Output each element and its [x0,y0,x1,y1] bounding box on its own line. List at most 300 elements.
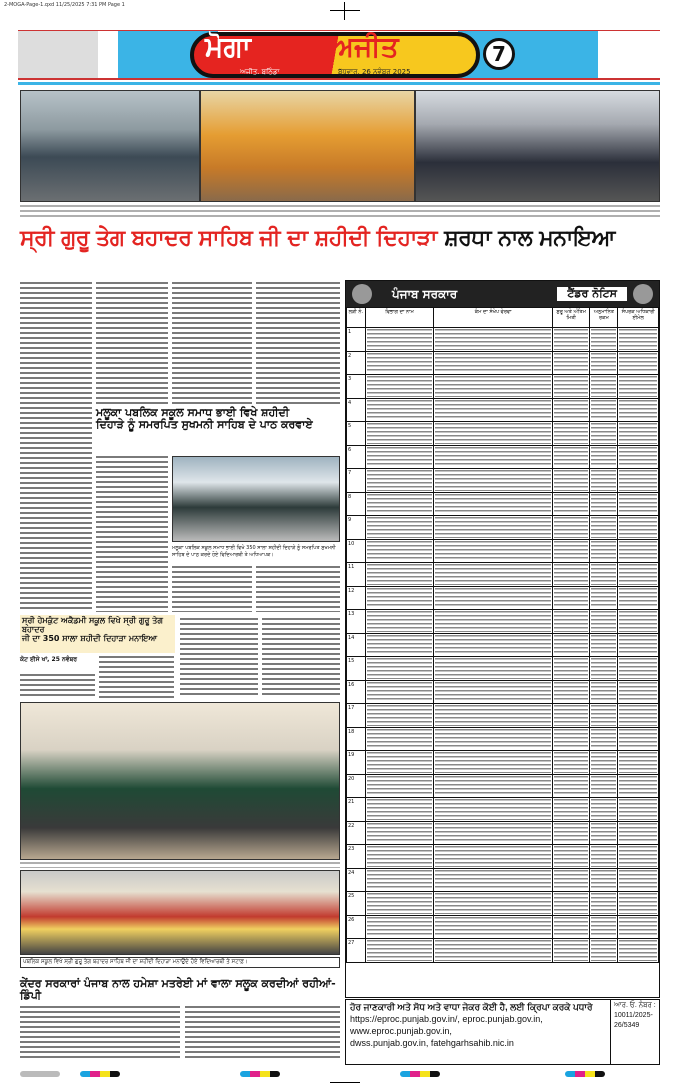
tender-cell [365,610,434,634]
tender-cell [590,586,618,610]
tender-cell [552,563,589,587]
tender-cell [434,539,553,563]
tender-cell [365,445,434,469]
cell-text [435,893,551,914]
tender-cell [590,516,618,540]
serial-number: 14 [347,633,366,657]
tender-cell [590,469,618,493]
tender-cell [552,892,589,916]
tender-row [347,563,659,587]
paper-title: ਅਜੀਤ [330,30,399,63]
serial-number: 25 [347,892,366,916]
cell-text [619,400,657,421]
color-registration-mark [400,1071,440,1077]
cell-text [435,752,551,773]
cell-text [367,729,433,750]
crop-mark [330,10,360,11]
cell-text [367,799,433,820]
article-column [185,1006,340,1061]
cell-text [619,353,657,374]
cell-text [591,870,616,891]
cell-text [554,823,588,844]
cell-text [435,564,551,585]
serial-number: 7 [347,469,366,493]
photo-dignitaries [415,90,660,202]
cell-text [591,917,616,938]
tender-cell [618,868,659,892]
tender-cell [552,492,589,516]
cell-text [554,682,588,703]
tender-cell [618,328,659,352]
cell-text [591,705,616,726]
cell-text [591,752,616,773]
tender-cell [618,610,659,634]
tender-cell [365,516,434,540]
article-column [172,282,252,404]
cell-text [435,682,551,703]
cell-text [367,752,433,773]
tender-row [347,375,659,399]
tender-cell [552,751,589,775]
tender-row [347,680,659,704]
cell-text [554,893,588,914]
cell-text [367,846,433,867]
tender-cell [590,422,618,446]
tender-cell [434,586,553,610]
serial-number: 20 [347,774,366,798]
cell-text [554,376,588,397]
cell-text [591,376,616,397]
department-seal-icon [633,284,653,304]
cell-text [435,846,551,867]
tender-cell [590,727,618,751]
tender-cell [590,375,618,399]
tender-cell [434,727,553,751]
tender-cell [434,845,553,869]
tender-cell [365,774,434,798]
photo-school-event [20,870,340,955]
cell-text [435,541,551,562]
tender-row [347,939,659,963]
tender-cell [434,774,553,798]
cell-text [554,611,588,632]
tender-cell [434,469,553,493]
article-column [180,618,258,698]
photo-caption: ਮਲੂਕਾ ਪਬਲਿਕ ਸਕੂਲ ਸਮਾਧ ਭਾਈ ਵਿਖੇ 350 ਸਾਲਾ ਸ਼ਹੀਦੀ ਦਿਹਾੜੇ ਨੂੰ ਸਮਰਪਿਤ ਸੁਖਮਨੀ ਸਾਹਿਬ ਦੇ ਪਾਠ ਕਰਦੇ ਹੋਏ ਵਿਦਿਆਰਥੀ ਤੇ ਅਧਿਆਪਕ। [172,545,336,558]
cell-text [367,940,433,961]
cell-text [367,917,433,938]
tender-cell [552,704,589,728]
tender-link[interactable]: https://eproc.punjab.gov.in/, eproc.punjab.gov.in, [350,1014,543,1024]
registration-bar [20,1071,60,1077]
tender-column-header: ਕੰਮ ਦਾ ਸੰਖੇਪ ਵੇਰਵਾ [434,308,553,328]
tender-cell [552,821,589,845]
cell-text [619,846,657,867]
tender-cell [552,516,589,540]
photo-students-assembly [20,90,200,202]
cell-text [591,494,616,515]
tender-cell [618,774,659,798]
tender-cell [434,516,553,540]
photo-sangat [200,90,415,202]
cell-text [619,470,657,491]
cell-text [554,658,588,679]
story-headline-maluka: ਮਲੂਕਾ ਪਬਲਿਕ ਸਕੂਲ ਸਮਾਧ ਭਾਈ ਵਿਖੇ ਸ਼ਹੀਦੀ ਦਿਹਾੜੇ ਨੂੰ ਸਮਰਪਿਤ ਸੁਖਮਨੀ ਸਾਹਿਬ ਦੇ ਪਾਠ ਕਰਵਾਏ [96,406,313,431]
tender-cell [590,915,618,939]
cell-text [435,705,551,726]
tender-cell [618,422,659,446]
tender-cell [365,657,434,681]
cell-text [367,635,433,656]
serial-number: 26 [347,915,366,939]
serial-number: 4 [347,398,366,422]
article-column [262,618,340,698]
tender-row [347,610,659,634]
cell-text [367,823,433,844]
cell-text [435,940,551,961]
tender-cell [590,704,618,728]
tender-cell [590,939,618,963]
cell-text [435,823,551,844]
cell-text [619,447,657,468]
cell-text [554,494,588,515]
cell-text [554,870,588,891]
tender-cell [590,328,618,352]
cell-text [367,517,433,538]
tender-cell [365,845,434,869]
tender-cell [618,633,659,657]
cell-text [554,752,588,773]
tender-cell [365,892,434,916]
tender-cell [552,351,589,375]
tender-cell [365,821,434,845]
serial-number: 16 [347,680,366,704]
cell-text [591,329,616,350]
cell-text [435,517,551,538]
ro-number: ਆਰ. ਓ. ਨੰਬਰ : 10011/2025-26/5349 [614,1002,656,1029]
tender-cell [434,892,553,916]
color-registration-mark [565,1071,605,1077]
cell-text [435,494,551,515]
tender-cell [590,821,618,845]
serial-number: 11 [347,563,366,587]
serial-number: 9 [347,516,366,540]
crop-mark [344,2,345,20]
tender-cell [552,939,589,963]
color-registration-mark [240,1071,280,1077]
tender-row [347,586,659,610]
photo-maluka-school [172,456,340,542]
cell-text [591,588,616,609]
serial-number: 21 [347,798,366,822]
tender-cell [552,798,589,822]
serial-number: 15 [347,657,366,681]
serial-number: 27 [347,939,366,963]
article-column [96,282,168,404]
tender-cell [618,469,659,493]
cell-text [619,564,657,585]
tender-row [347,704,659,728]
cell-text [435,776,551,797]
cell-text [367,682,433,703]
cell-text [367,400,433,421]
tender-row [347,845,659,869]
cell-text [619,917,657,938]
cell-text [591,470,616,491]
tender-cell [434,821,553,845]
tender-footer-text: ਹੋਰ ਜਾਣਕਾਰੀ ਅਤੇ ਸੋਧ ਅਤੇ ਵਾਧਾ ਜੇਕਰ ਕੋਈ ਹੈ, ਲਈ ਕ੍ਰਿਪਾ ਕਰਕੇ ਪਧਾਰੇ [350,1002,593,1012]
cell-text [591,658,616,679]
tender-cell [552,610,589,634]
tender-column-header: ਸੰਪਰਕ ਅਧਿਕਾਰੀ ਈਮੇਲ [618,308,659,328]
serial-number: 24 [347,868,366,892]
story-headline-hemkunt: ਸ੍ਰੀ ਹੇਮਕੁੰਟ ਅਕੈਡਮੀ ਸਕੂਲ ਵਿਖੇ ਸ੍ਰੀ ਗੁਰੂ ਤੇਗ ਬਹਾਦਰ ਜੀ ਦਾ 350 ਸਾਲਾ ਸ਼ਹੀਦੀ ਦਿਹਾੜਾ ਮਨਾਇਆ [22,616,163,643]
article-column [20,674,95,698]
tender-cell [618,751,659,775]
tender-cell [590,680,618,704]
tender-cell [590,892,618,916]
tender-cell [552,845,589,869]
tender-row [347,915,659,939]
cell-text [367,611,433,632]
tender-cell [618,798,659,822]
cell-text [367,588,433,609]
cell-text [591,776,616,797]
tender-cell [618,563,659,587]
tender-cell [365,680,434,704]
tender-cell [618,351,659,375]
tender-row [347,633,659,657]
article-column [256,282,340,404]
tender-cell [618,845,659,869]
tender-cell [552,657,589,681]
cell-text [435,799,551,820]
tender-cell [365,727,434,751]
tender-column-header: ਲੜੀ ਨੰ. [347,308,366,328]
tender-cell [434,492,553,516]
tender-column-header: ਵਿਭਾਗ ਦਾ ਨਾਮ [365,308,434,328]
cell-text [591,517,616,538]
edition-place: ਅਜੀਤ. ਬਠਿੰਡਾ [240,68,280,76]
serial-number: 5 [347,422,366,446]
tender-cell [618,680,659,704]
cell-text [591,682,616,703]
tender-cell [434,633,553,657]
serial-number: 6 [347,445,366,469]
cell-text [435,588,551,609]
article-column [96,456,168,612]
main-headline: ਸ੍ਰੀ ਗੁਰੂ ਤੇਗ ਬਹਾਦਰ ਸਾਹਿਬ ਜੀ ਦਾ ਸ਼ਹੀਦੀ ਦਿਹਾੜਾ ਸ਼ਰਧਾ ਨਾਲ ਮਨਾਇਆ [20,226,615,251]
tender-cell [552,633,589,657]
file-slug: 2-MOGA-Page-1.qxd 11/25/2025 7:31 PM Page 1 [4,2,125,8]
cell-text [435,729,551,750]
tender-row [347,492,659,516]
tender-row [347,445,659,469]
tender-cell [434,939,553,963]
serial-number: 13 [347,610,366,634]
tender-cell [434,868,553,892]
serial-number: 18 [347,727,366,751]
cell-text [591,846,616,867]
tender-cell [552,375,589,399]
cell-text [367,658,433,679]
tender-cell [618,939,659,963]
cell-text [435,353,551,374]
cell-text [619,658,657,679]
story-dateline: ਕੋਟ ਈਸੇ ਖਾਂ, 25 ਨਵੰਬਰ [20,656,77,663]
cell-text [591,447,616,468]
tender-cell [590,398,618,422]
cell-text [619,823,657,844]
tender-cell [365,469,434,493]
tender-cell [434,445,553,469]
tender-cell [365,563,434,587]
photo-hemkunt-students [20,702,340,860]
tender-cell [552,539,589,563]
tender-row [347,798,659,822]
tender-link[interactable]: www.eproc.punjab.gov.in, [350,1026,452,1036]
tender-cell [552,328,589,352]
article-column [172,566,252,612]
tender-cell [618,586,659,610]
cell-text [619,635,657,656]
cell-text [591,823,616,844]
cell-text [435,423,551,444]
article-column [256,566,340,612]
cell-text [367,353,433,374]
tender-cell [618,375,659,399]
cell-text [619,776,657,797]
cell-text [435,917,551,938]
cell-text [619,517,657,538]
cell-text [367,705,433,726]
cell-text [619,893,657,914]
cell-text [619,376,657,397]
tender-cell [590,539,618,563]
tender-cell [434,375,553,399]
cell-text [367,541,433,562]
tender-cell [552,727,589,751]
cell-text [619,588,657,609]
cell-text [435,400,551,421]
cell-text [591,799,616,820]
punjab-emblem-icon [352,284,372,304]
cell-text [591,893,616,914]
tender-cell [434,704,553,728]
cell-text [591,611,616,632]
tender-cell [434,657,553,681]
cell-text [367,376,433,397]
tender-cell [590,774,618,798]
tender-cell [552,586,589,610]
cell-text [367,494,433,515]
tender-cell [590,492,618,516]
tender-cell [590,445,618,469]
cell-text [619,682,657,703]
tender-cell [618,915,659,939]
tender-cell [552,398,589,422]
tender-cell [552,915,589,939]
color-registration-mark [80,1071,120,1077]
cell-text [367,329,433,350]
photo-caption [20,205,660,217]
tender-cell [365,351,434,375]
tender-cell [590,610,618,634]
tender-cell [365,398,434,422]
cell-text [619,423,657,444]
tender-row [347,657,659,681]
tender-cell [365,422,434,446]
tender-cell [590,657,618,681]
tender-cell [365,492,434,516]
cell-text [619,541,657,562]
tender-cell [618,892,659,916]
tender-cell [552,774,589,798]
serial-number: 8 [347,492,366,516]
tender-cell [434,563,553,587]
tender-cell [365,328,434,352]
cell-text [367,564,433,585]
cell-text [367,470,433,491]
cell-text [591,635,616,656]
tender-cell [434,398,553,422]
cell-text [435,376,551,397]
tender-cell [618,727,659,751]
tender-row [347,727,659,751]
tender-cell [590,868,618,892]
cell-text [554,776,588,797]
tender-link[interactable]: dwss.punjab.gov.in, fatehgarhsahib.nic.in [350,1038,514,1048]
article-column [99,656,174,698]
tender-row [347,398,659,422]
tender-cell [434,751,553,775]
tender-cell [590,751,618,775]
tender-cell [365,539,434,563]
tender-cell [618,492,659,516]
cell-text [554,588,588,609]
serial-number: 2 [347,351,366,375]
cell-text [591,940,616,961]
tender-cell [365,375,434,399]
serial-number: 22 [347,821,366,845]
serial-number: 19 [347,751,366,775]
edition-title: ਮੋਗਾ [205,30,251,63]
cell-text [554,447,588,468]
serial-number: 1 [347,328,366,352]
tender-row [347,774,659,798]
tender-cell [434,680,553,704]
cell-text [591,423,616,444]
tender-cell [552,469,589,493]
tender-cell [365,915,434,939]
cell-text [367,870,433,891]
tender-title: ਟੈਂਡਰ ਨੋਟਿਸ [557,287,627,301]
tender-cell [590,351,618,375]
cell-text [619,940,657,961]
cell-text [435,447,551,468]
cell-text [554,470,588,491]
crop-mark [330,1082,360,1083]
tender-row [347,422,659,446]
tender-cell [365,633,434,657]
cell-text [367,776,433,797]
tender-cell [365,868,434,892]
tender-row [347,751,659,775]
tender-cell [365,939,434,963]
tender-row [347,328,659,352]
article-column [20,1006,180,1061]
serial-number: 17 [347,704,366,728]
